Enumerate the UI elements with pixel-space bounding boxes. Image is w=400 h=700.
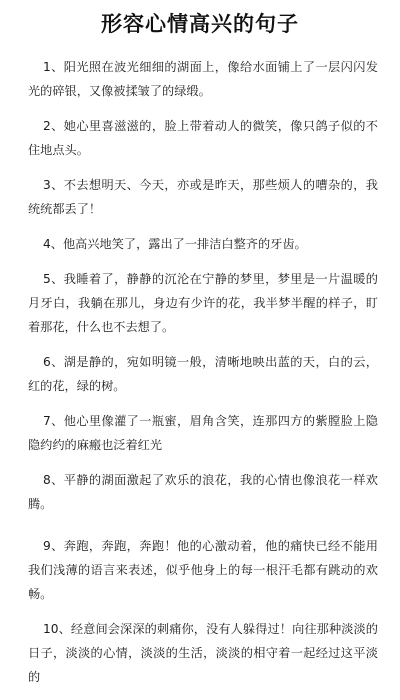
list-item: 7、他心里像灌了一瓶蜜，眉角含笑，连那四方的紫膛脸上隐隐约约的麻瘢也泛着红光	[28, 414, 378, 452]
list-item: 8、平静的湖面激起了欢乐的浪花，我的心情也像浪花一样欢腾。	[28, 473, 378, 511]
list-item: 3、不去想明天、今天，亦或是昨天，那些烦人的嘈杂的，我统统都丢了！	[28, 178, 378, 216]
list-item: 9、奔跑，奔跑，奔跑！他的心激动着，他的痛快已经不能用我们浅薄的语言来表述，似乎他身上的每一根汗毛都有跳动的欢畅。	[28, 539, 378, 601]
sentence-list	[28, 55, 378, 700]
list-item: 2、她心里喜滋滋的，脸上带着动人的微笑，像只鸽子似的不住地点头。	[28, 119, 378, 157]
list-item: 4、他高兴地笑了，露出了一排洁白整齐的牙齿。	[43, 237, 307, 251]
list-item: 5、我睡着了，静静的沉沦在宁静的梦里，梦里是一片温暖的月牙白，我躺在那儿，身边有少许的花，我半梦半醒的样子，盯着那花，什么也不去想了。	[28, 272, 378, 334]
list-item: 1、阳光照在波光细细的湖面上，像给水面铺上了一层闪闪发光的碎银，又像被揉皱了的绿缎。	[28, 60, 378, 98]
list-item: 6、湖是静的，宛如明镜一般，清晰地映出蓝的天，白的云，红的花，绿的树。	[28, 355, 378, 393]
list-item: 10、经意间会深深的刺痛你，没有人躲得过！向往那种淡淡的日子，淡淡的心情，淡淡的生活，淡淡的相守着一起经过这平淡的	[28, 622, 378, 684]
document-title: 形容心情高兴的句子	[101, 12, 299, 36]
